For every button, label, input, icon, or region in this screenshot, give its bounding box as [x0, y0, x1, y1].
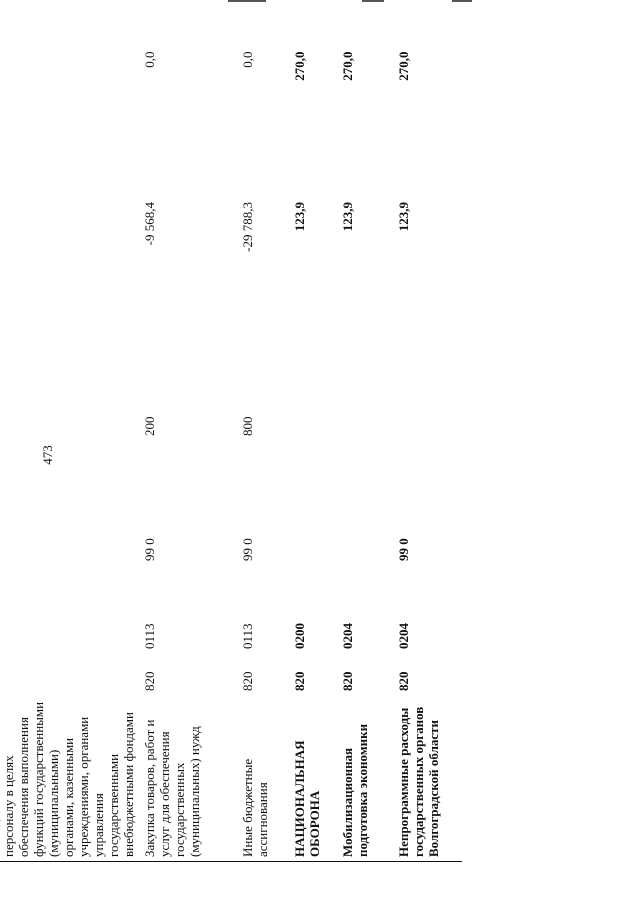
cell-amount-2: 270,0 [340, 51, 355, 81]
row-description: Иные бюджетные ассигнования [238, 696, 290, 862]
cell-expense-type [0, 338, 140, 441]
cell-ministry: 820 [396, 671, 411, 691]
cell-section [0, 566, 140, 654]
cell-amount-2 [0, 48, 140, 198]
row-description: Непрограммные расходы государственных органов Волгоградской области [394, 696, 462, 862]
cell-amount-2: 0,0 [240, 51, 255, 68]
row-description: НАЦИОНАЛЬНАЯ ОБОРОНА [290, 696, 338, 862]
cell-expense-type: 800 [240, 416, 255, 436]
cell-target [0, 441, 140, 566]
cell-amount-2: 270,0 [292, 51, 307, 81]
cell-ministry: 820 [292, 671, 307, 691]
cell-amount-1: -9 568,4 [142, 202, 157, 246]
cell-expense-type [394, 338, 462, 441]
cell-ministry [0, 654, 140, 696]
budget-table [0, 47, 462, 862]
scan-artifact [452, 0, 472, 2]
cell-amount-1 [0, 198, 140, 338]
cell-expense-type: 200 [142, 416, 157, 436]
scan-artifact [362, 0, 384, 2]
table-row [238, 48, 290, 862]
table-row [338, 48, 394, 862]
cell-target [290, 441, 338, 566]
cell-section: 0204 [340, 623, 355, 649]
cell-amount-1: 123,9 [340, 202, 355, 232]
cell-target [338, 441, 394, 566]
cell-target: 99 0 [142, 538, 157, 561]
cell-amount-1: 123,9 [292, 202, 307, 232]
cell-target: 99 0 [396, 538, 411, 561]
cell-target: 99 0 [240, 538, 255, 561]
table-row [290, 48, 338, 862]
cell-section: 0204 [396, 623, 411, 649]
row-description: Закупка товаров, работ и услуг для обеспечения государственных (муниципальных) нужд [140, 696, 238, 862]
cell-expense-type [290, 338, 338, 441]
cell-section: 0200 [292, 623, 307, 649]
table-row [140, 48, 238, 862]
cell-expense-type [338, 338, 394, 441]
page-number: 473 [40, 445, 55, 465]
cell-ministry: 820 [142, 671, 157, 691]
cell-section: 0113 [240, 623, 255, 649]
row-description: персоналу в целях обеспечения выполнения функций государственными (муниципальными) органами, казенными учреждениями, органами управления государственными внебюджетными фондами [0, 696, 140, 862]
table-row [394, 48, 462, 862]
cell-amount-2: 270,0 [396, 51, 411, 81]
scan-artifact [228, 0, 266, 2]
cell-ministry: 820 [240, 671, 255, 691]
rotated-table-container [0, 48, 610, 862]
cell-amount-1: -29 788,3 [240, 202, 255, 252]
table-row [0, 48, 140, 862]
cell-section: 0113 [142, 623, 157, 649]
row-description: Мобилизационная подготовка экономики [338, 696, 394, 862]
cell-amount-2: 0,0 [142, 51, 157, 68]
cell-amount-1: 123,9 [396, 202, 411, 232]
cell-ministry: 820 [340, 671, 355, 691]
